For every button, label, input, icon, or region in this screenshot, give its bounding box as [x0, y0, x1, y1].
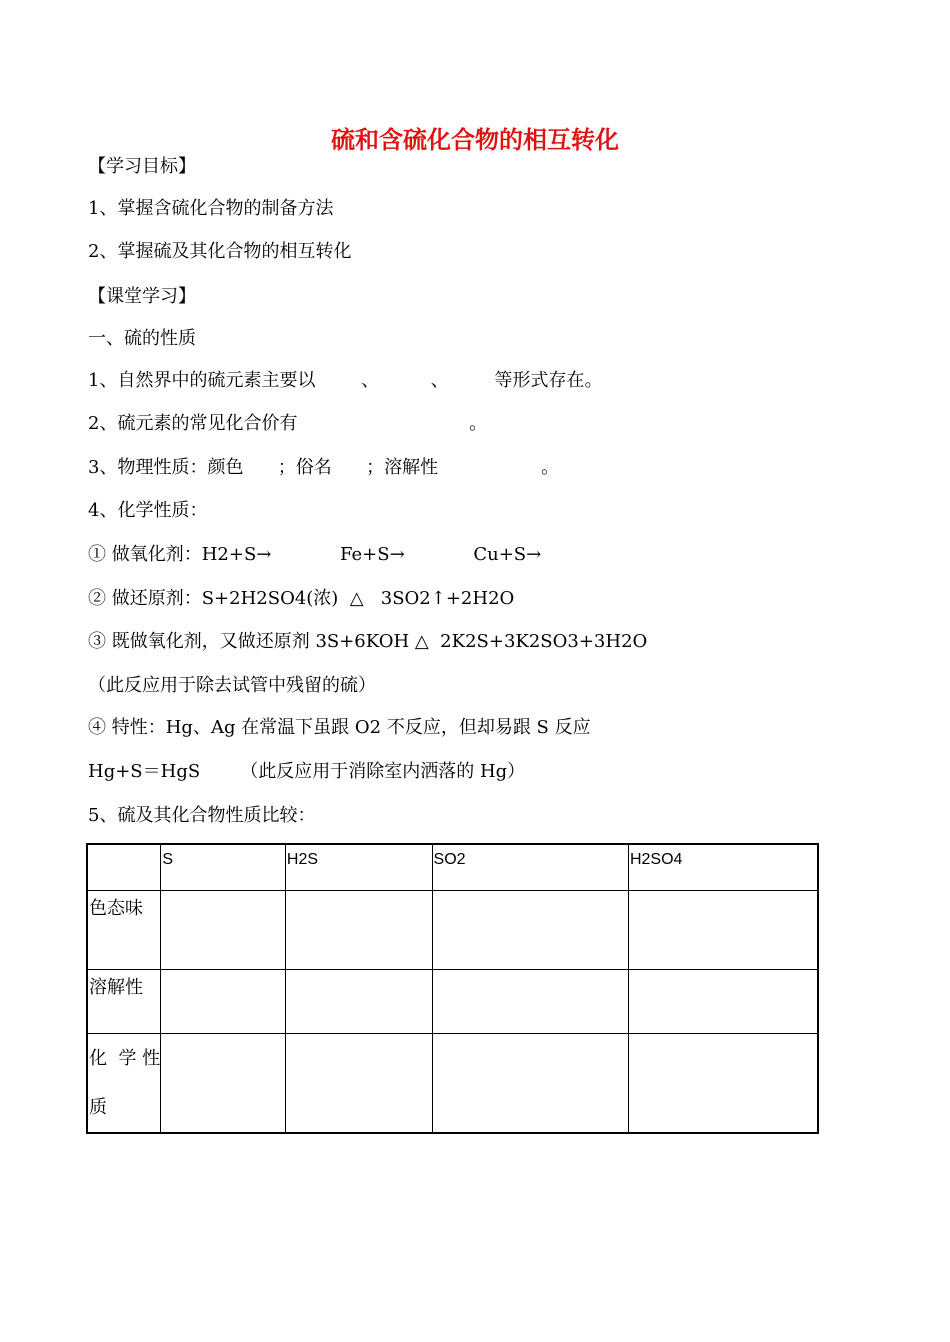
table-cell	[161, 1033, 286, 1133]
question-physical-properties: 3、物理性质：颜色 ；俗名 ；溶解性 。	[88, 457, 560, 478]
reaction-oxidant: ① 做氧化剂：H2+S→ Fe+S→ Cu+S→	[88, 544, 542, 565]
chemical-properties-heading: 4、化学性质：	[88, 500, 208, 521]
row-label-chemical: 化 学 性质	[87, 1033, 161, 1133]
table-cell	[432, 1033, 628, 1133]
table-header-so2: SO2	[432, 844, 628, 890]
table-header-blank	[87, 844, 161, 890]
question-valences: 2、硫元素的常见化合价有 。	[88, 413, 488, 434]
mercury-reaction: Hg+S＝HgS （此反应用于消除室内洒落的 Hg）	[88, 761, 526, 782]
table-header-row	[87, 844, 818, 890]
row-label-solubility: 溶解性	[87, 969, 161, 1033]
section-heading-objectives: 【学习目标】	[88, 156, 196, 177]
table-cell	[628, 969, 818, 1033]
subsection-sulfur-properties: 一、硫的性质	[88, 328, 196, 349]
table-cell	[628, 1033, 818, 1133]
table-cell	[161, 969, 286, 1033]
row-label-appearance: 色态味	[87, 890, 161, 969]
table-row	[87, 890, 818, 969]
objective-1: 1、掌握含硫化合物的制备方法	[88, 198, 334, 219]
reaction-reductant: ② 做还原剂：S+2H2SO4(浓) △ 3SO2↑+2H2O	[88, 588, 515, 609]
table-cell	[432, 969, 628, 1033]
table-header-s: S	[161, 844, 286, 890]
special-property: ④ 特性：Hg、Ag 在常温下虽跟 O2 不反应，但却易跟 S 反应	[88, 717, 591, 738]
section-heading-classroom: 【课堂学习】	[88, 286, 196, 307]
comparison-heading: 5、硫及其化合物性质比较：	[88, 805, 316, 826]
table-row	[87, 1033, 818, 1133]
table-header-h2s: H2S	[285, 844, 432, 890]
question-natural-forms: 1、自然界中的硫元素主要以 、 、 等形式存在。	[88, 370, 603, 391]
table-cell	[285, 969, 432, 1033]
reaction-disproportionation: ③ 既做氧化剂，又做还原剂 3S+6KOH △ 2K2S+3K2SO3+3H2O	[88, 631, 648, 652]
document-title: 硫和含硫化合物的相互转化	[331, 126, 619, 154]
comparison-table	[86, 843, 819, 1134]
objective-2: 2、掌握硫及其化合物的相互转化	[88, 241, 352, 262]
table-header-h2so4: H2SO4	[628, 844, 818, 890]
table-cell	[161, 890, 286, 969]
table-row	[87, 969, 818, 1033]
table-cell	[285, 1033, 432, 1133]
table-cell	[432, 890, 628, 969]
table-cell	[628, 890, 818, 969]
table-cell	[285, 890, 432, 969]
reaction-note: （此反应用于除去试管中残留的硫）	[88, 675, 376, 696]
